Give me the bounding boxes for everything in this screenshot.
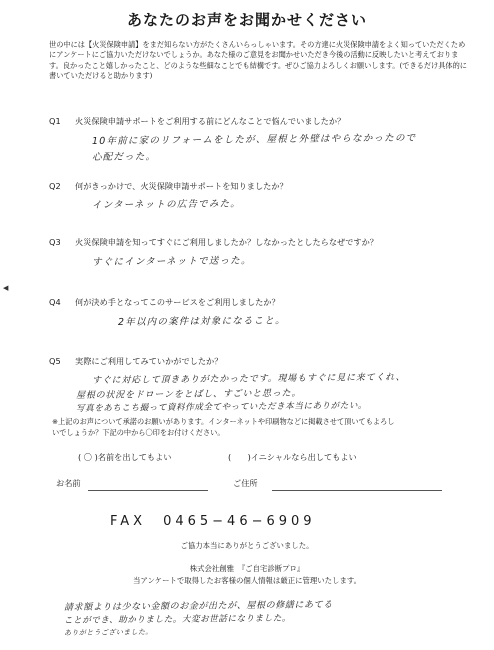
address-label: ご住所 [233,478,258,488]
q5-answer-line-1: すぐに対応して頂きありがたかったです。現場もすぐに見に来てくれ、 [91,372,406,386]
name-field-line [88,490,208,491]
q4-text: 何が決め手となってこのサービスをご利用しましたか？ [75,297,280,307]
q1-text: 火災保険申請サポートをご利用する前にどんなことで悩んでいましたか？ [75,116,346,126]
name-label: お名前 [56,478,81,488]
company-name: 株式会社創雅 『ご自宅診断プロ』 [189,564,305,573]
q4-answer-line-1: 2年以内の案件は対象になること。 [117,315,286,328]
q3-text: 火災保険申請を知ってすぐにご利用しましたか？しなかったとしたらなぜですか？ [75,237,378,247]
consent-text-line-2: いでしょうか？下記の中から〇印をお付けください。 [52,428,225,437]
footer-comment-line-3: ありがとうございました。 [63,628,153,637]
q1-number: Q1 [49,116,61,126]
fax-number: FAX 0465−46−6909 [110,514,316,529]
q1-answer-line-2: 心配だった。 [91,151,157,163]
q3-number: Q3 [49,237,61,247]
intro-text: 世の中には【火災保険申請】をまだ知らない方がたくさんいらっしゃいます。その方達に火災保険申請をよく知っていただくためにアンケートにご協力いただけないでしょうか。あなた様のご意見をお聞かせいただき今後の活動に反映したいと考えております。良かったこと嬉しかったこと、どのような些細なことでも結構です。ぜひご協力よろしくお願いします。(できるだけ具体的に書いていただけると助かります) [49,40,467,80]
page-title: あなたのお声をお聞かせください [126,11,367,29]
q2-text: 何がきっかけで、火災保険申請サポートを知りましたか？ [75,181,288,191]
q4-number: Q4 [49,297,61,307]
option-name-checkbox[interactable]: ( 〇 )名前を出してもよい [78,452,172,462]
margin-arrow-mark: ◀ [3,284,9,292]
q5-text: 実際にご利用してみていかがでしたか？ [75,356,223,366]
consent-text-line-1: ※上記のお声について承諾のお願いがあります。インターネットや印刷物などに掲載させて頂いてもよろし [52,417,395,426]
q5-answer-line-2: 屋根の状況をドローンをとばし、すごいと思った。 [75,388,302,401]
footer-comment-line-2: ことができ、助かりました。大変お世話になりました。 [63,613,292,626]
footer-comment-line-1: 請求額よりは少ない金額のお金が出たが、屋根の修繕にあてる [63,600,333,613]
q1-answer-line-1: 10年前に家のリフォームをしたが、屋根と外壁はやらなかったので [91,132,417,147]
address-field-line [272,490,442,491]
q5-answer-line-3: 写真をあちこち撮って資料作成全てやっていただき本当にありがたい。 [75,400,368,414]
q2-answer-line-1: インターネットの広告でみた。 [91,198,242,211]
q5-number: Q5 [49,356,61,366]
option-initial-checkbox[interactable]: ( )イニシャルなら出してもよい [228,452,357,462]
thanks-text: ご協力本当にありがとうございました。 [180,541,314,550]
q3-answer-line-1: すぐにインターネットで送った。 [91,255,252,268]
q2-number: Q2 [49,181,61,191]
privacy-notice: 当アンケートで取得したお客様の個人情報は厳正に管理いたします。 [132,576,362,585]
